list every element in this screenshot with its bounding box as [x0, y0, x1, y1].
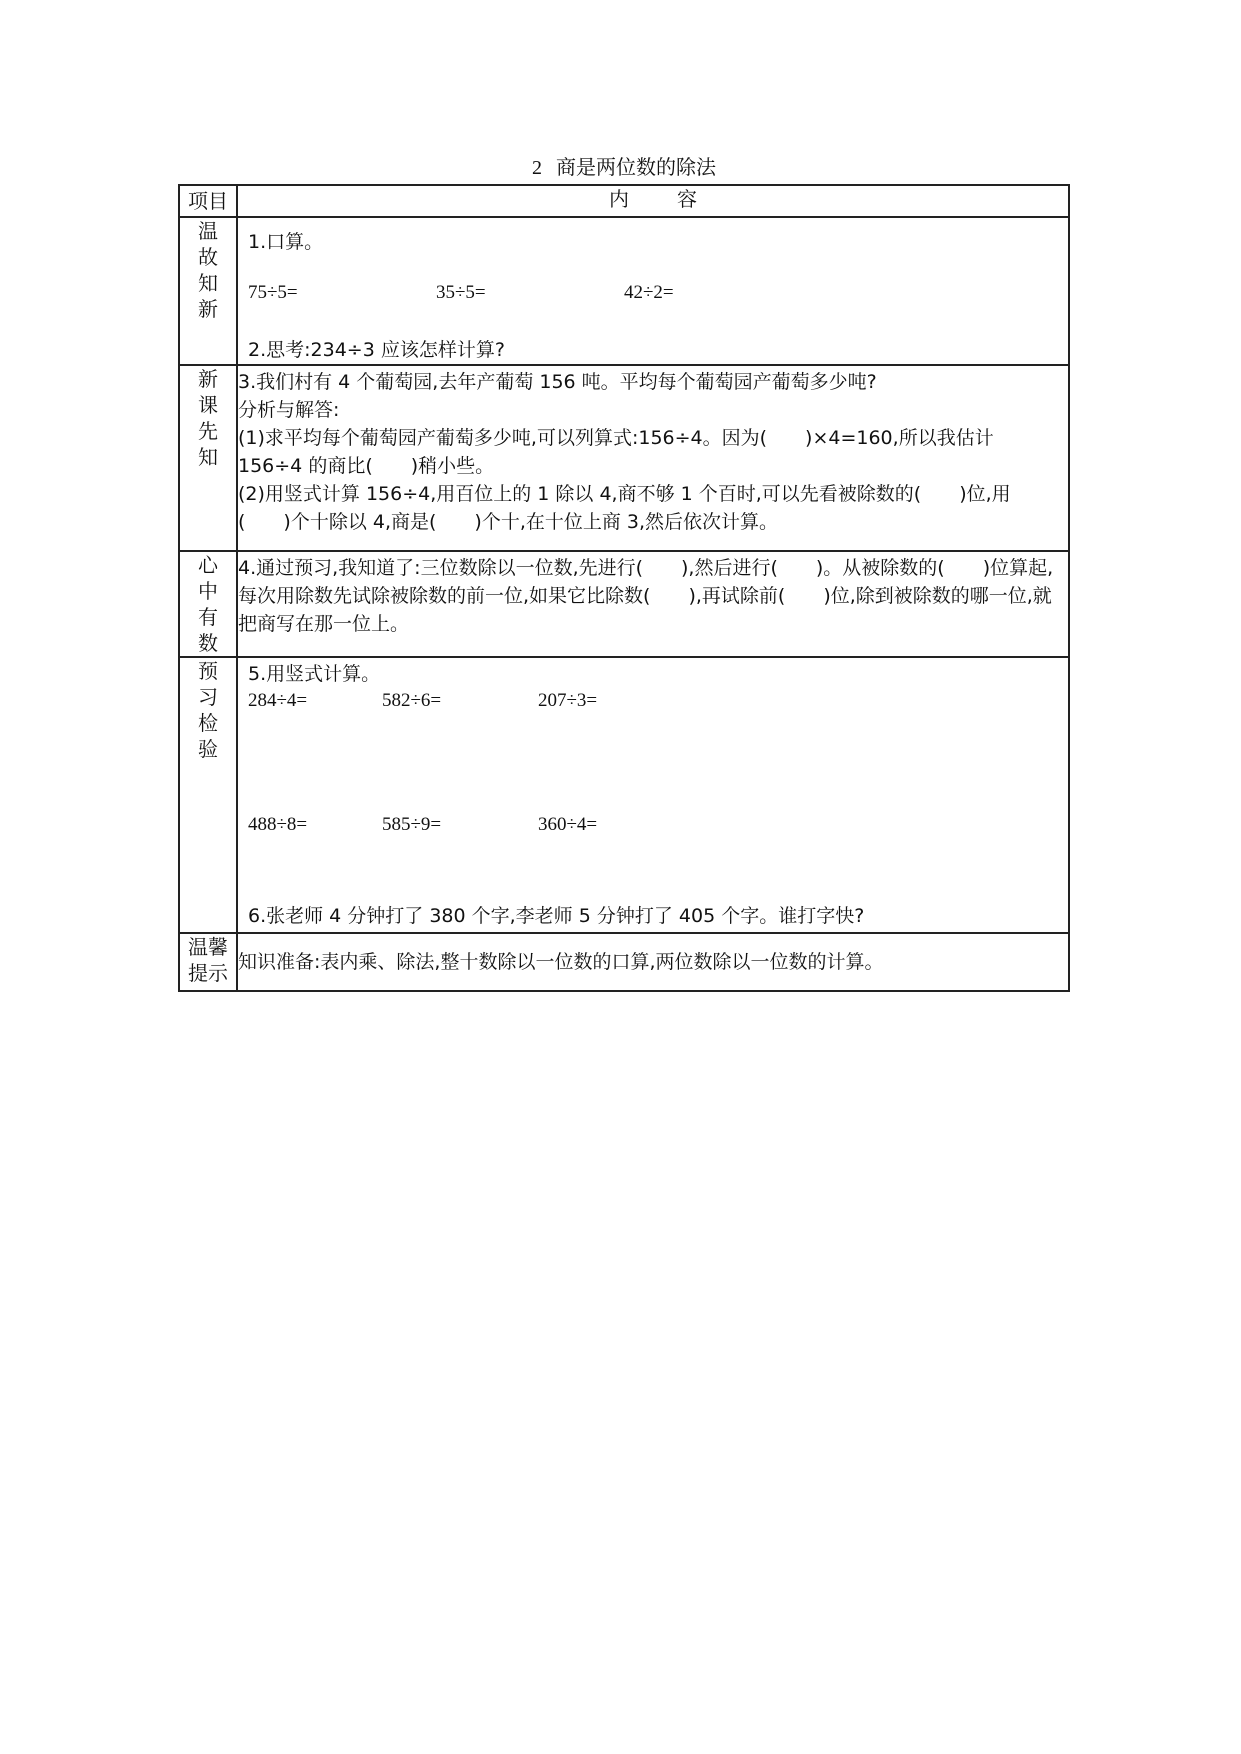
- section-content: [237, 365, 1069, 551]
- vertical-calc-5: 585÷9=: [382, 814, 442, 835]
- analysis-part-1: (1)求平均每个葡萄园产葡萄多少吨,可以列算式:156÷4。因为( )×4=160,所以我估计 156÷4 的商比( )稍小些。: [238, 427, 994, 477]
- section-content: [237, 933, 1069, 991]
- section-preview: [179, 365, 1069, 551]
- analysis-heading: 分析与解答:: [238, 399, 340, 421]
- question-2: 2.思考:234÷3 应该怎样计算?: [248, 339, 505, 361]
- section-check: [179, 657, 1069, 933]
- section-content: [237, 657, 1069, 933]
- header-row: [179, 185, 1069, 217]
- question-1: 1.口算。: [248, 231, 324, 253]
- mental-math-1: 75÷5=: [248, 282, 298, 303]
- worksheet-table: [178, 184, 1070, 992]
- section-label: 预习检验: [179, 657, 237, 933]
- mental-math-2: 35÷5=: [436, 282, 486, 303]
- section-content: [237, 217, 1069, 365]
- page-title: [178, 154, 1070, 181]
- question-4: 4.通过预习,我知道了:三位数除以一位数,先进行( ),然后进行( )。从被除数的( )位算起,每次用除数先试除被除数的前一位,如果它比除数( ),再试除前( )位,除到被除数的哪一位,就把商写在那一位上。: [238, 557, 1054, 635]
- section-label: 温馨提示: [179, 933, 237, 991]
- header-content: [237, 185, 1069, 217]
- analysis-part-2: (2)用竖式计算 156÷4,用百位上的 1 除以 4,商不够 1 个百时,可以先看被除数的( )位,用( )个十除以 4,商是( )个十,在十位上商 3,然后依次计算。: [238, 483, 1011, 533]
- section-review: [179, 217, 1069, 365]
- section-label: 新课先知: [179, 365, 237, 551]
- section-summary: [179, 551, 1069, 657]
- header-item: 项目: [179, 185, 237, 217]
- section-label: 温故知新: [179, 217, 237, 365]
- mental-math-3: 42÷2=: [624, 282, 674, 303]
- vertical-calc-4: 488÷8=: [248, 814, 308, 835]
- lesson-title: 商是两位数的除法: [556, 155, 716, 179]
- header-content-1: 内: [609, 187, 629, 211]
- question-6: 6.张老师 4 分钟打了 380 个字,李老师 5 分钟打了 405 个字。谁打字快?: [248, 905, 865, 927]
- section-label: 心中有数: [179, 551, 237, 657]
- vertical-calc-3: 207÷3=: [538, 690, 598, 711]
- vertical-calc-1: 284÷4=: [248, 690, 308, 711]
- vertical-calc-2: 582÷6=: [382, 690, 442, 711]
- tip-text: 知识准备:表内乘、除法,整十数除以一位数的口算,两位数除以一位数的计算。: [238, 951, 884, 973]
- header-content-2: 容: [677, 187, 697, 211]
- lesson-number: 2: [532, 157, 542, 179]
- vertical-calc-6: 360÷4=: [538, 814, 598, 835]
- section-content: [237, 551, 1069, 657]
- section-tip: [179, 933, 1069, 991]
- question-5: 5.用竖式计算。: [248, 663, 381, 685]
- question-3: 3.我们村有 4 个葡萄园,去年产葡萄 156 吨。平均每个葡萄园产葡萄多少吨?: [238, 371, 877, 393]
